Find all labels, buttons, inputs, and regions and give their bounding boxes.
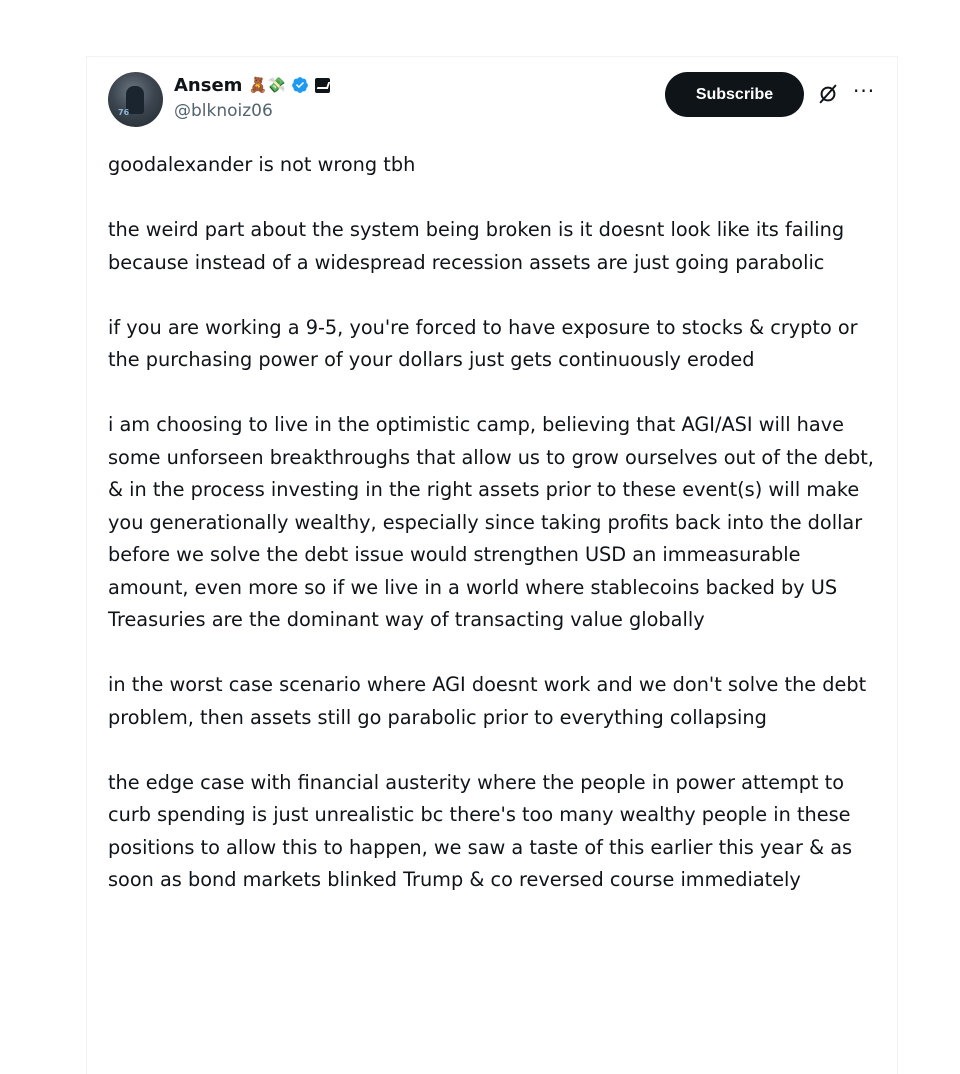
subscribe-button[interactable]: Subscribe [665,72,804,117]
affiliation-badge-icon[interactable] [315,78,330,93]
post-card [86,56,898,1074]
author-emoji-badges: 🧸💸 [248,75,286,94]
post-paragraph: i am choosing to live in the optimistic camp, believing that AGI/ASI will have some unforseen breakthroughs that allow us to grow ourselves out of the debt, & in the process investing in the right assets prior to these event(s) will make you generationally wealthy, especially since taking profits back into the dollar before we solve the debt issue would strengthen USD an immeasurable amount, even more so if we live in a world where stablecoins backed by US Treasuries are the dominant way of transacting value globally [108,413,874,631]
author-handle[interactable]: @blknoiz06 [174,101,273,121]
verified-badge-icon[interactable] [291,76,309,94]
author-name-row[interactable] [174,73,330,97]
post-paragraph: in the worst case scenario where AGI doesnt work and we don't solve the debt problem, then assets still go parabolic prior to everything collapsing [108,673,867,729]
post-paragraph: goodalexander is not wrong tbh [108,153,416,176]
grok-icon[interactable] [817,83,839,105]
author-display-name[interactable]: Ansem [174,74,243,96]
post-paragraph: if you are working a 9-5, you're forced to have exposure to stocks & crypto or the purchasing power of your dollars just gets continuously eroded [108,315,858,371]
post-paragraph: the weird part about the system being broken is it doesnt look like its failing because instead of a widespread recession assets are just going parabolic [108,218,845,274]
post-paragraph: the edge case with financial austerity where the people in power attempt to curb spending is just unrealistic bc there's too many wealthy people in these positions to allow this to happen, we saw a taste of this earlier this year & as soon as bond markets blinked Trump & co reversed course immediately [108,770,853,891]
post-text [108,149,878,929]
more-icon[interactable]: ··· [853,79,876,103]
avatar-jersey: 76 [118,108,130,117]
avatar[interactable] [108,72,163,127]
